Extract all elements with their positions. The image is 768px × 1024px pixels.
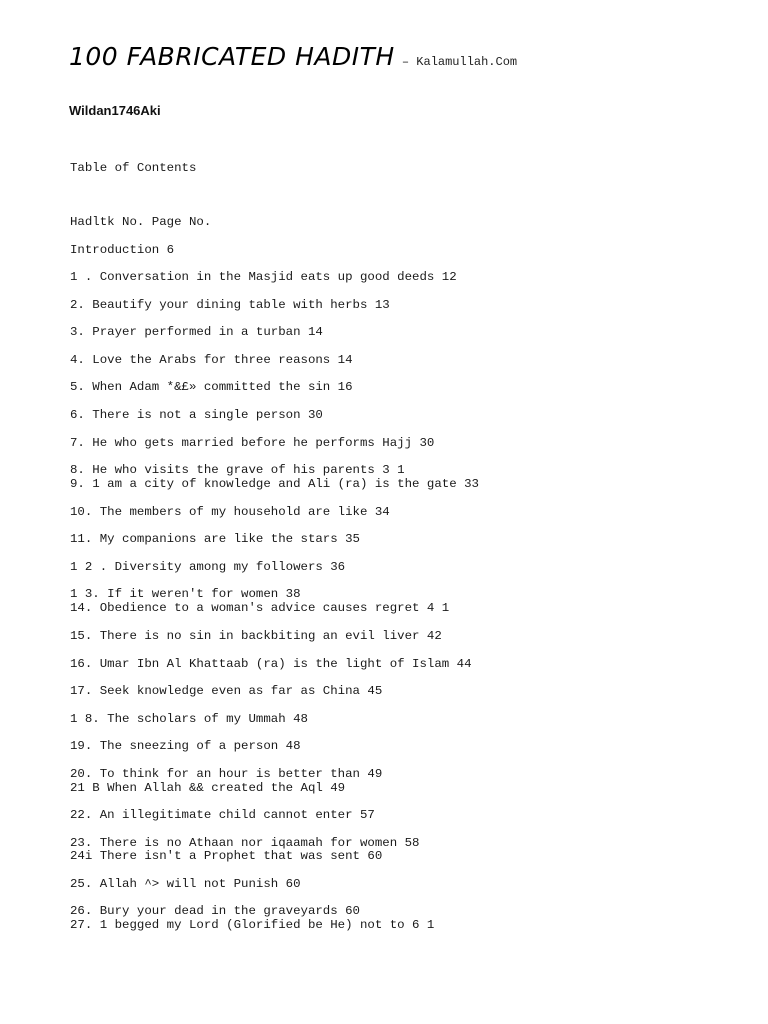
toc-entry: 8. He who visits the grave of his parents 3 1 [70, 463, 405, 477]
toc-entry: 4. Love the Arabs for three reasons 14 [70, 353, 353, 367]
toc-entry: 1 . Conversation in the Masjid eats up good deeds 12 [70, 270, 457, 284]
toc-entry: 17. Seek knowledge even as far as China 45 [70, 684, 383, 698]
toc-entry: 9. 1 am a city of knowledge and Ali (ra) is the gate 33 [70, 477, 479, 491]
author-name: Wildan1746Aki [69, 103, 161, 118]
toc-entry: 2. Beautify your dining table with herbs 13 [70, 298, 390, 312]
toc-entry: 27. 1 begged my Lord (Glorified be He) not to 6 1 [70, 918, 435, 932]
toc-entry: 15. There is no sin in backbiting an evil liver 42 [70, 629, 442, 643]
document-title [69, 42, 517, 71]
toc-entry: 7. He who gets married before he performs Hajj 30 [70, 436, 435, 450]
toc-entry: 1 3. If it weren't for women 38 [70, 587, 301, 601]
toc-entry: 19. The sneezing of a person 48 [70, 739, 301, 753]
toc-entry: 22. An illegitimate child cannot enter 57 [70, 808, 375, 822]
toc-entry: Introduction 6 [70, 243, 175, 257]
toc-entry: 6. There is not a single person 30 [70, 408, 323, 422]
toc-heading: Table of Contents [70, 161, 197, 175]
toc-entry: 3. Prayer performed in a turban 14 [70, 325, 323, 339]
toc-column-header: Hadltk No. Page No. [70, 215, 212, 229]
toc-entry: 26. Bury your dead in the graveyards 60 [70, 904, 360, 918]
toc-entry: 23. There is no Athaan nor iqaamah for women 58 [70, 836, 420, 850]
toc-entry: 1 2 . Diversity among my followers 36 [70, 560, 346, 574]
toc-entry: 25. Allah ^> will not Punish 60 [70, 877, 301, 891]
toc-entry: 20. To think for an hour is better than 49 [70, 767, 383, 781]
toc-entry: 10. The members of my household are like 34 [70, 505, 390, 519]
toc-entry: 21 B When Allah && created the Aql 49 [70, 781, 346, 795]
toc-entry: 24i There isn't a Prophet that was sent 60 [70, 849, 383, 863]
title-site: Kalamullah.Com [416, 55, 518, 69]
toc-entry: 1 8. The scholars of my Ummah 48 [70, 712, 308, 726]
toc-entry: 11. My companions are like the stars 35 [70, 532, 360, 546]
toc-entry: 14. Obedience to a woman's advice causes regret 4 1 [70, 601, 450, 615]
title-separator: – [394, 55, 417, 69]
toc-entry: 5. When Adam *&£» committed the sin 16 [70, 380, 353, 394]
title-main: 100 FABRICATED HADITH [69, 42, 395, 71]
toc-entry: 16. Umar Ibn Al Khattaab (ra) is the light of Islam 44 [70, 657, 472, 671]
